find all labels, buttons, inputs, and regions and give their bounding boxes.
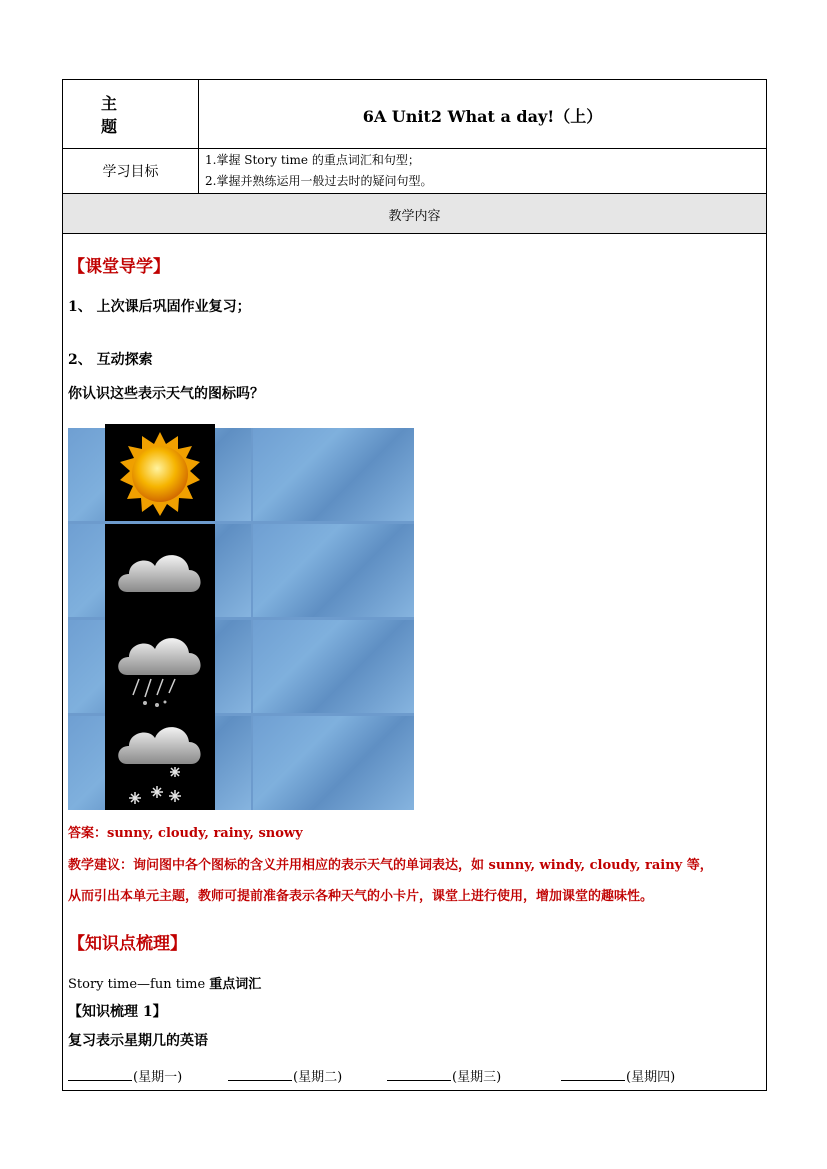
blank-label: (星期四)	[626, 1070, 676, 1085]
topic-title: 6A Unit2 What a day!（上）	[362, 107, 603, 126]
goal-line-2: 2.掌握并熟练运用一般过去时的疑问句型。	[205, 174, 433, 188]
snow-icon	[105, 716, 215, 810]
grid-tile	[253, 716, 414, 810]
goal-line-1: 1.掌握 Story time 的重点词汇和句型；	[205, 153, 420, 167]
weather-icon-grid	[68, 428, 414, 810]
answer-blank[interactable]	[561, 1068, 625, 1081]
topic-title-cell	[199, 80, 766, 148]
answer-line: 答案：sunny, cloudy, rainy, snowy	[68, 826, 303, 841]
blank-wednesday[interactable]	[387, 1066, 501, 1085]
subtitle-plain: Story time—fun time	[68, 977, 210, 992]
grid-tile	[253, 620, 414, 713]
content-header-row	[63, 194, 766, 234]
weather-question: 你认识这些表示天气的图标吗？	[68, 386, 264, 402]
sun-icon	[105, 424, 215, 521]
goal-cell	[199, 149, 766, 193]
topic-row	[63, 80, 766, 149]
content-title: 教学内容	[388, 209, 441, 224]
item-review: 1、 上次课后巩固作业复习；	[68, 299, 251, 315]
cloud-icon	[105, 524, 215, 617]
suggestion-line-2: 从而引出本单元主题，教师可提前准备表示各种天气的小卡片，课堂上进行使用，增加课堂的趣味性。	[68, 889, 654, 904]
answer-blank[interactable]	[68, 1068, 132, 1081]
blank-tuesday[interactable]	[228, 1066, 342, 1085]
section-title-guide: 【课堂导学】	[68, 257, 170, 277]
grid-tile	[253, 428, 414, 521]
answer-blank[interactable]	[228, 1068, 292, 1081]
section-title-knowledge: 【知识点梳理】	[68, 934, 187, 954]
rain-icon	[105, 617, 215, 716]
subtitle-bold: 重点词汇	[209, 977, 262, 992]
story-time-subtitle	[68, 973, 261, 992]
goal-label-cell	[63, 149, 199, 193]
suggestion-line-1: 教学建议：询问图中各个图标的含义并用相应的表示天气的单词表达，如 sunny, windy, cloudy, rainy 等，	[68, 858, 713, 873]
topic-label: 主题	[101, 94, 156, 136]
knowledge-heading: 【知识梳理 1】	[68, 1004, 167, 1020]
answer-blank[interactable]	[387, 1068, 451, 1081]
item-explore: 2、 互动探索	[68, 352, 153, 368]
blank-label: (星期二)	[293, 1070, 343, 1085]
grid-tile	[253, 524, 414, 617]
blank-monday[interactable]	[68, 1066, 182, 1085]
blank-label: (星期三)	[452, 1070, 502, 1085]
blank-label: (星期一)	[133, 1070, 183, 1085]
blank-thursday[interactable]	[561, 1066, 675, 1085]
review-heading: 复习表示星期几的英语	[68, 1033, 208, 1049]
goal-row	[63, 149, 766, 194]
goal-label: 学习目标	[102, 164, 159, 180]
topic-label-cell	[63, 80, 199, 148]
